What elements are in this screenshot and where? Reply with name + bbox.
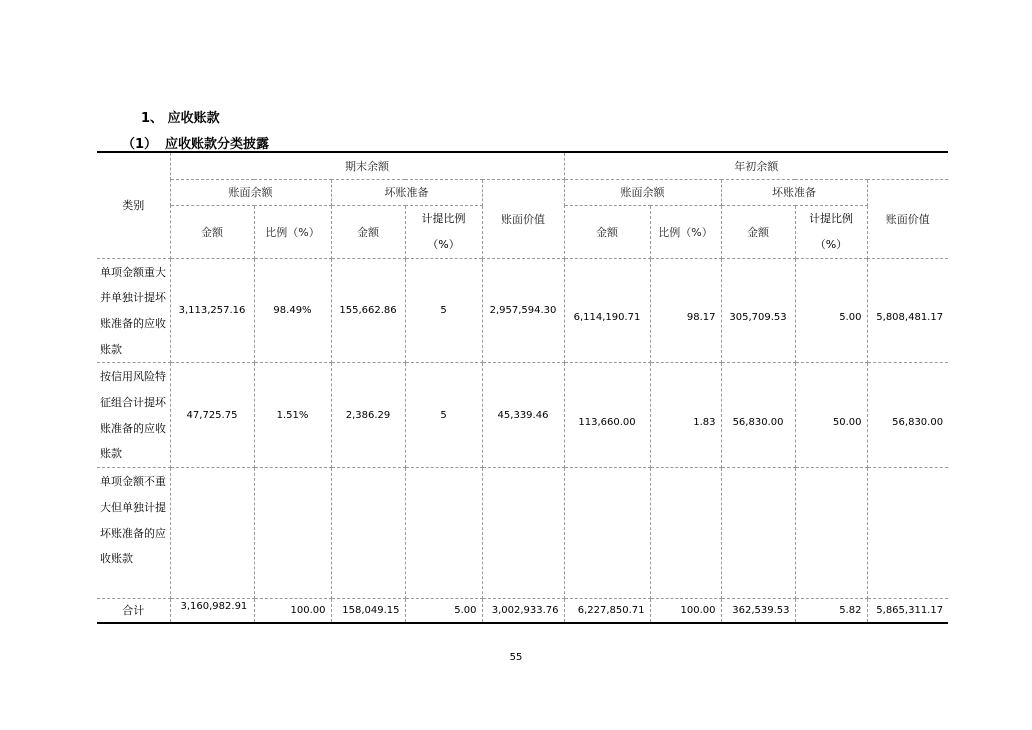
cell <box>170 468 254 599</box>
cell: 5,865,311.17 <box>867 599 948 623</box>
cell <box>867 468 948 599</box>
cell: 2,957,594.30 <box>482 258 564 363</box>
cell <box>254 468 331 599</box>
period-end-header: 期末余额 <box>170 152 564 179</box>
row-category: 单项金额不重大但单独计提坏账准备的应收账款 <box>97 468 170 599</box>
row-category: 单项金额重大并单独计提坏账准备的应收账款 <box>97 258 170 363</box>
end-amount-header: 金额 <box>170 205 254 258</box>
table-row <box>97 258 948 363</box>
begin-book-balance-header: 账面余额 <box>564 179 721 205</box>
category-header: 类别 <box>97 152 170 258</box>
cell <box>482 468 564 599</box>
cell: 3,160,982.91 <box>170 599 254 623</box>
subsection-number: （1） <box>122 137 158 152</box>
cell <box>721 468 795 599</box>
cell: 98.49% <box>254 258 331 363</box>
cell: 5.00 <box>795 258 867 363</box>
cell: 1.51% <box>254 363 331 468</box>
section-heading: 1、 应收账款 <box>141 111 220 126</box>
cell: 305,709.53 <box>721 258 795 363</box>
cell: 113,660.00 <box>564 363 650 468</box>
end-ratio-header: 比例（%） <box>254 205 331 258</box>
cell <box>564 468 650 599</box>
cell: 155,662.86 <box>331 258 405 363</box>
begin-bad-debt-header: 坏账准备 <box>721 179 867 205</box>
end-book-value-header: 账面价值 <box>482 179 564 258</box>
begin-bad-debt-amount-header: 金额 <box>721 205 795 258</box>
cell: 5 <box>405 258 482 363</box>
cell <box>331 468 405 599</box>
cell: 5.82 <box>795 599 867 623</box>
begin-book-value-header: 账面价值 <box>867 179 948 258</box>
cell: 2,386.29 <box>331 363 405 468</box>
end-provision-ratio-header: 计提比例 （%） <box>405 205 482 258</box>
cell: 50.00 <box>795 363 867 468</box>
cell: 100.00 <box>254 599 331 623</box>
cell: 6,227,850.71 <box>564 599 650 623</box>
cell: 158,049.15 <box>331 599 405 623</box>
cell <box>795 468 867 599</box>
cell: 45,339.46 <box>482 363 564 468</box>
end-bad-debt-amount-header: 金额 <box>331 205 405 258</box>
cell: 98.17 <box>650 258 721 363</box>
cell: 47,725.75 <box>170 363 254 468</box>
end-book-balance-header: 账面余额 <box>170 179 331 205</box>
end-bad-debt-header: 坏账准备 <box>331 179 482 205</box>
cell <box>405 468 482 599</box>
cell: 1.83 <box>650 363 721 468</box>
cell: 362,539.53 <box>721 599 795 623</box>
begin-ratio-header: 比例（%） <box>650 205 721 258</box>
begin-provision-ratio-header: 计提比例 （%） <box>795 205 867 258</box>
cell: 5,808,481.17 <box>867 258 948 363</box>
table-row <box>97 468 948 599</box>
year-begin-header: 年初余额 <box>564 152 948 179</box>
receivables-classification-table <box>97 151 948 624</box>
page-number: 55 <box>509 652 523 663</box>
table-row <box>97 363 948 468</box>
cell: 5.00 <box>405 599 482 623</box>
begin-amount-header: 金额 <box>564 205 650 258</box>
subsection-heading <box>122 133 269 152</box>
cell: 6,114,190.71 <box>564 258 650 363</box>
cell: 100.00 <box>650 599 721 623</box>
cell <box>650 468 721 599</box>
row-category: 按信用风险特征组合计提坏账准备的应收账款 <box>97 363 170 468</box>
cell: 56,830.00 <box>867 363 948 468</box>
total-row <box>97 599 948 623</box>
cell: 5 <box>405 363 482 468</box>
cell: 3,113,257.16 <box>170 258 254 363</box>
subsection-title: 应收账款分类披露 <box>165 137 270 152</box>
cell: 56,830.00 <box>721 363 795 468</box>
total-label: 合计 <box>97 599 170 623</box>
cell: 3,002,933.76 <box>482 599 564 623</box>
